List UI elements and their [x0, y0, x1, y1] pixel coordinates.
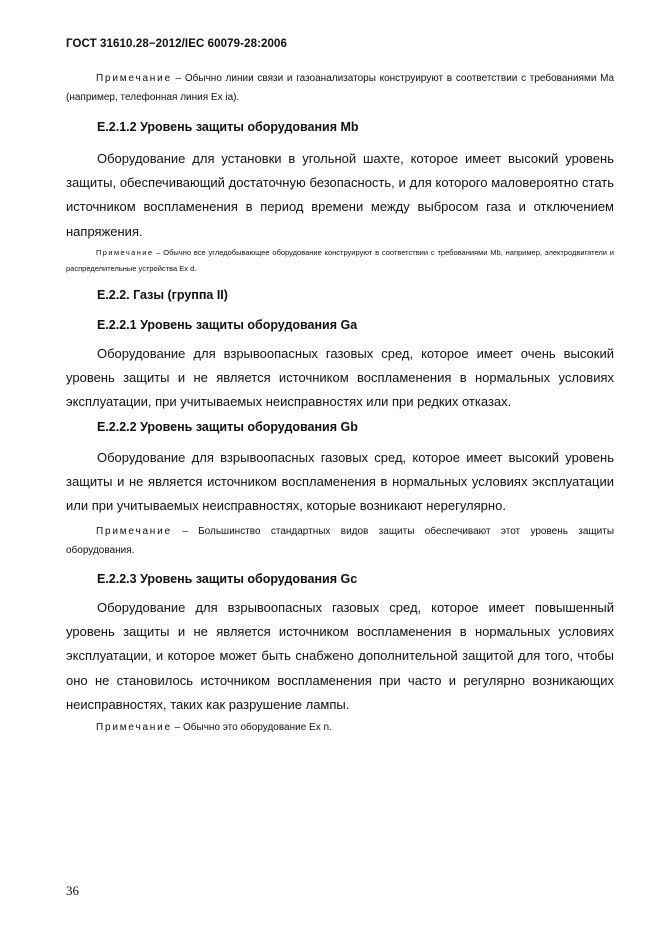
paragraph-e221: Оборудование для взрывоопасных газовых сред, которое имеет очень высокий уровень защиты и не является источником воспламенения в нормальных условиях эксплуатации, при учитываемых неисправностях или при редких отказах.: [66, 346, 614, 410]
note-ma: [66, 69, 614, 107]
page-number: 36: [66, 883, 79, 898]
note-gc: [66, 718, 614, 737]
note-gb: [66, 522, 614, 560]
note-label: Примечание: [96, 722, 172, 733]
note-text: Обычно все угледобывающее оборудование конструируют в соответствии с требованиями Mb, например, электродвигатели и распределительные устройства Ex d.: [66, 248, 614, 273]
note-text: Обычно это оборудование Ex n.: [183, 722, 332, 733]
paragraph-e222: Оборудование для взрывоопасных газовых сред, которое имеет высокий уровень защиты и не является источником воспламенения в нормальных условиях эксплуатации или при учитываемых неисправностях, которые возникают нерегулярно.: [66, 450, 614, 514]
note-dash: –: [156, 248, 161, 257]
heading-e223: Е.2.2.3 Уровень защиты оборудования Gc: [97, 572, 358, 586]
note-label: Примечание: [96, 526, 172, 537]
note-label: Примечание: [96, 248, 154, 257]
heading-e221: Е.2.2.1 Уровень защиты оборудования Ga: [97, 318, 358, 332]
note-dash: –: [175, 73, 182, 84]
paragraph-e212: Оборудование для установки в угольной шахте, которое имеет высокий уровень защиты, обеспечивающий достаточную безопасность, и для которого маловероятно стать источником воспламенения в период времени между выбросом газа и отключением напряжения.: [66, 151, 614, 239]
note-dash: –: [174, 722, 181, 733]
note-mb: [66, 245, 614, 277]
document-header: ГОСТ 31610.28−2012/IEC 60079-28:2006: [66, 38, 287, 50]
note-text: Обычно линии связи и газоанализаторы конструируют в соответствии с требованиями Ma (например, телефонная линия Ex ia).: [66, 73, 615, 103]
heading-e222: Е.2.2.2 Уровень защиты оборудования Gb: [97, 420, 358, 434]
heading-e22: Е.2.2. Газы (группа II): [97, 288, 228, 302]
note-dash: –: [182, 526, 188, 537]
note-text: Большинство стандартных видов защиты обеспечивают этот уровень защиты оборудования.: [66, 526, 615, 556]
note-label: Примечание: [96, 73, 172, 84]
paragraph-e223: Оборудование для взрывоопасных газовых сред, которое имеет повышенный уровень защиты и не является источником воспламенения в нормальных условиях эксплуатации, и которое может быть снабжено дополнительной защитой для того, чтобы оно не становилось источником воспламенения при часто и регулярно возникающих неисправностях, таких как разрушение лампы.: [66, 600, 614, 712]
heading-e212: Е.2.1.2 Уровень защиты оборудования Mb: [97, 120, 359, 134]
